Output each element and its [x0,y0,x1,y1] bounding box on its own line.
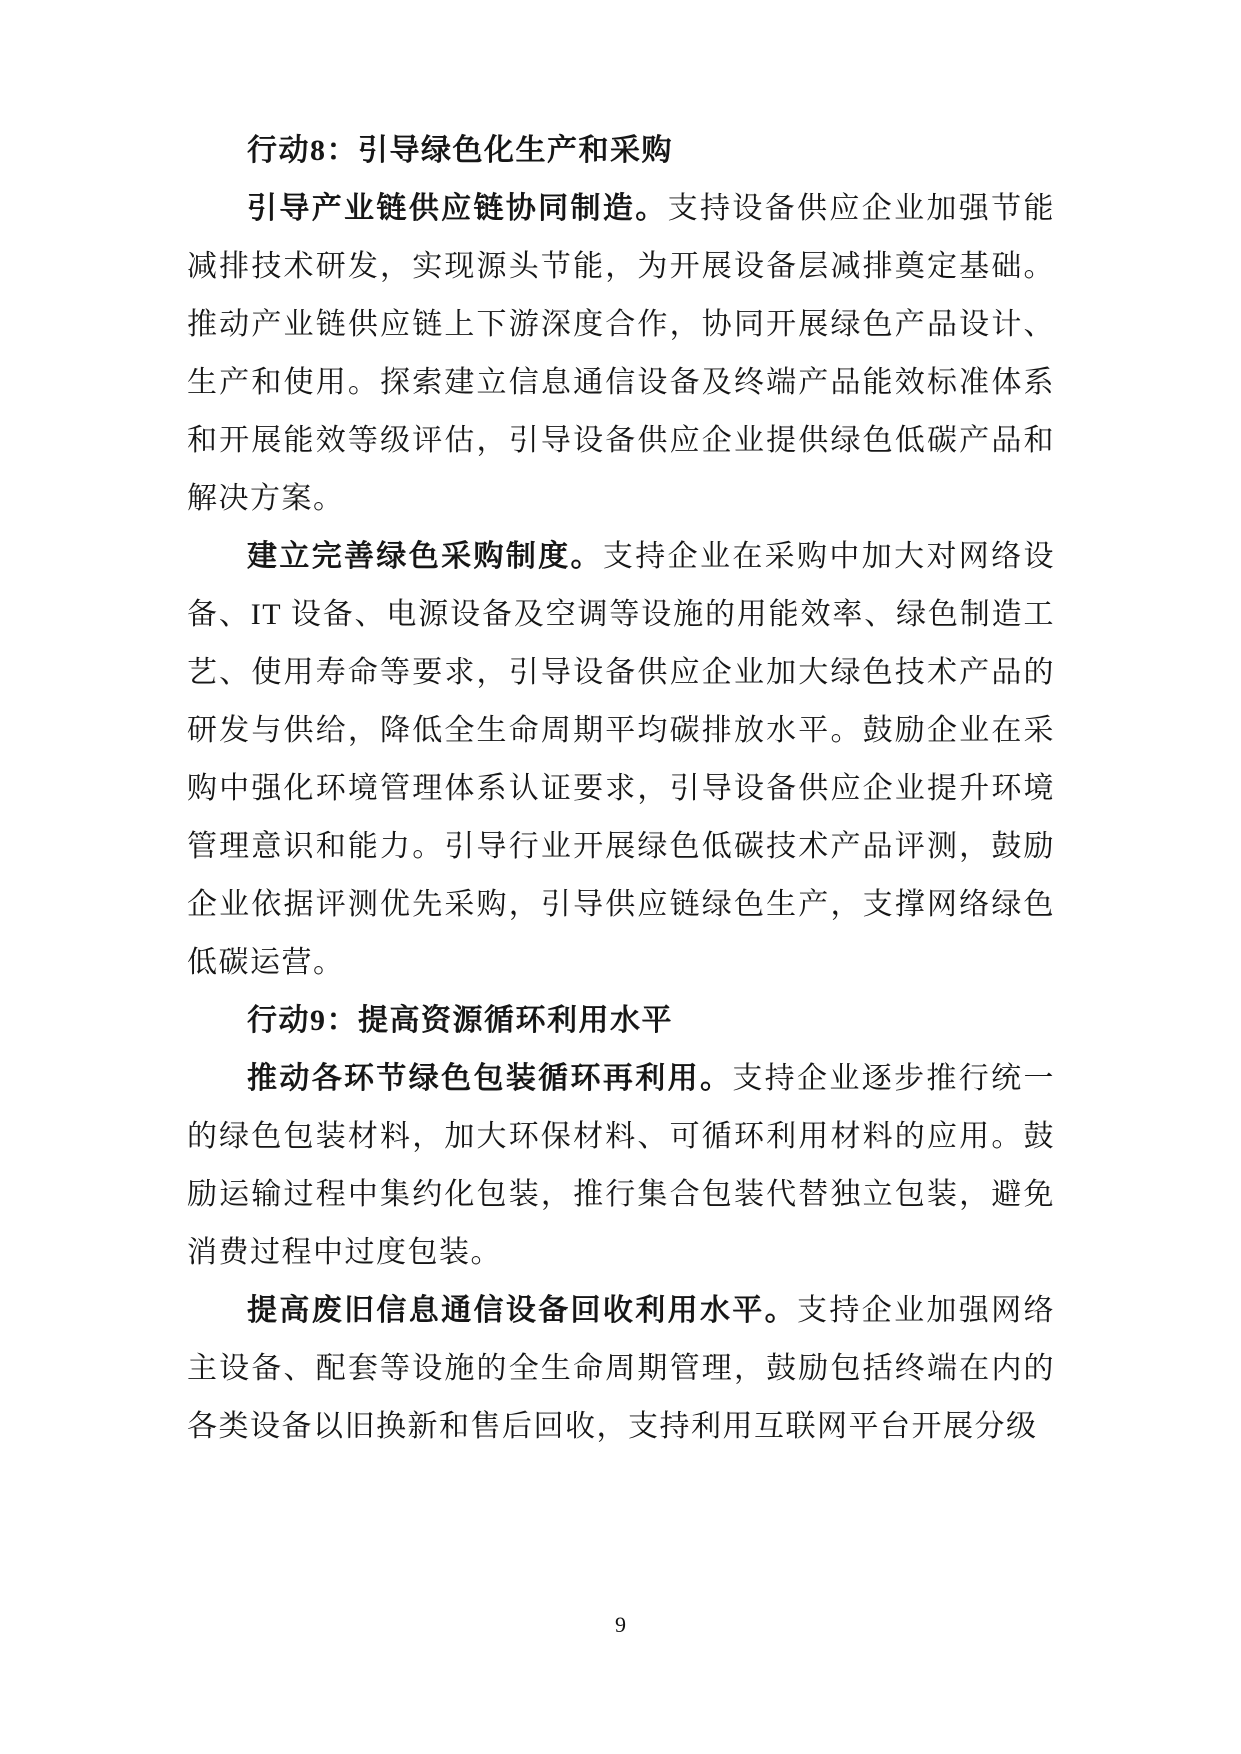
paragraph-lead-green-packaging: 推动各环节绿色包装循环再利用。 [247,1062,733,1095]
heading-action-8: 行动8：引导绿色化生产和采购 [247,134,673,167]
paragraph-green-packaging [187,1050,1055,1282]
paragraph-body-green-packaging: 支持企业逐步推行统一的绿色包装材料，加大环保材料、可循环利用材料的应用。鼓励运输过程中集约化包装，推行集合包装代替独立包装，避免消费过程中过度包装。 [187,1062,1055,1269]
page-number: 9 [615,1612,626,1637]
document-body [187,122,1055,1456]
paragraph-lead-equipment-recycling: 提高废旧信息通信设备回收利用水平。 [247,1294,798,1327]
paragraph-supply-chain-manufacturing [187,180,1055,528]
paragraph-equipment-recycling [187,1282,1055,1456]
paragraph-green-procurement [187,528,1055,992]
paragraph-lead-supply-chain-manufacturing: 引导产业链供应链协同制造。 [247,192,668,225]
heading-action-9: 行动9：提高资源循环利用水平 [247,1004,673,1037]
paragraph-body-green-procurement: 支持企业在采购中加大对网络设备、IT 设备、电源设备及空调等设施的用能效率、绿色制造工艺、使用寿命等要求，引导设备供应企业加大绿色技术产品的研发与供给，降低全生命周期平均碳排放水平。鼓励企业在采购中强化环境管理体系认证要求，引导设备供应企业提升环境管理意识和能力。引导行业开展绿色低碳技术产品评测，鼓励企业依据评测优先采购，引导供应链绿色生产，支撑网络绿色低碳运营。 [187,540,1056,979]
paragraph-body-supply-chain-manufacturing: 支持设备供应企业加强节能减排技术研发，实现源头节能，为开展设备层减排奠定基础。推动产业链供应链上下游深度合作，协同开展绿色产品设计、生产和使用。探索建立信息通信设备及终端产品能效标准体系和开展能效等级评估，引导设备供应企业提供绿色低碳产品和解决方案。 [187,192,1056,515]
paragraph-body-equipment-recycling: 支持企业加强网络主设备、配套等设施的全生命周期管理，鼓励包括终端在内的各类设备以旧换新和售后回收，支持利用互联网平台开展分级 [187,1294,1056,1443]
paragraph-lead-green-procurement: 建立完善绿色采购制度。 [247,540,603,573]
page-footer [0,1612,1241,1638]
